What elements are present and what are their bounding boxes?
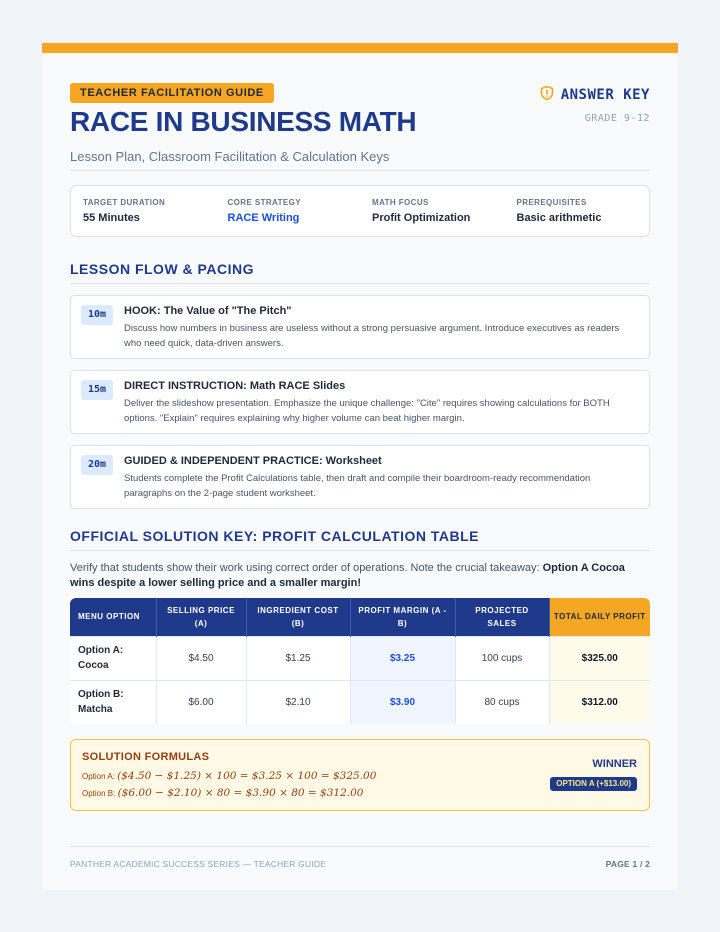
answer-key-text: ANSWER KEY bbox=[560, 87, 650, 103]
flow-item bbox=[70, 295, 650, 359]
winner-label: WINNER bbox=[592, 758, 637, 770]
page-title: RACE IN BUSINESS MATH bbox=[70, 106, 417, 137]
solution-intro bbox=[70, 561, 650, 591]
meta-value: Basic arithmetic bbox=[516, 212, 602, 224]
column-header: MENU OPTION bbox=[70, 598, 156, 636]
lesson-meta-bar bbox=[70, 185, 650, 237]
divider bbox=[70, 170, 650, 171]
meta-value: RACE Writing bbox=[227, 212, 300, 224]
time-badge: 15m bbox=[81, 380, 113, 400]
meta-label: CORE STRATEGY bbox=[227, 198, 302, 207]
flow-item bbox=[70, 445, 650, 509]
formula-line-a bbox=[82, 770, 376, 782]
meta-strategy bbox=[216, 186, 361, 236]
margin-cell: $3.90 bbox=[350, 680, 455, 724]
intro-text: Verify that students show their work using correct order of operations. Note the crucial takeaway: bbox=[70, 562, 543, 574]
meta-label: MATH FOCUS bbox=[372, 198, 429, 207]
formula-label: Option B: bbox=[82, 789, 116, 798]
flow-item-desc: Students complete the Profit Calculations table, then draft and compile their boardroom-ready recommendation paragraphs on the 2-page student worksheet. bbox=[124, 473, 591, 499]
grade-label: GRADE 9-12 bbox=[584, 113, 650, 124]
page-subtitle: Lesson Plan, Classroom Facilitation & Calculation Keys bbox=[70, 149, 390, 164]
option-cell: Option A: Cocoa bbox=[70, 636, 156, 680]
meta-duration bbox=[71, 186, 216, 236]
section-heading-solution: OFFICIAL SOLUTION KEY: PROFIT CALCULATION TABLE bbox=[70, 528, 479, 544]
divider bbox=[70, 846, 650, 847]
time-badge: 20m bbox=[81, 455, 113, 475]
meta-label: TARGET DURATION bbox=[83, 198, 166, 207]
table-header-row bbox=[70, 598, 650, 636]
footer-page-number: PAGE 1 / 2 bbox=[605, 859, 650, 869]
guide-badge: TEACHER FACILITATION GUIDE bbox=[70, 83, 274, 103]
formula-label: Option A: bbox=[82, 772, 115, 781]
meta-value: 55 Minutes bbox=[83, 212, 140, 224]
divider bbox=[70, 550, 650, 551]
total-cell: $325.00 bbox=[549, 636, 650, 680]
formulas-title: SOLUTION FORMULAS bbox=[82, 751, 210, 763]
page bbox=[42, 43, 678, 890]
column-header: INGREDIENT COST (B) bbox=[246, 598, 350, 636]
formula-line-b bbox=[82, 787, 363, 799]
shield-icon bbox=[539, 85, 555, 105]
meta-focus bbox=[360, 186, 505, 236]
profit-table bbox=[70, 598, 650, 724]
price-cell: $4.50 bbox=[156, 636, 246, 680]
flow-item-title: DIRECT INSTRUCTION: Math RACE Slides bbox=[124, 380, 346, 392]
flow-item-title: GUIDED & INDEPENDENT PRACTICE: Worksheet bbox=[124, 455, 382, 467]
flow-item-desc: Discuss how numbers in business are useless without a strong persuasive argument. Introduce executives as readers who need quick, data-driven answers. bbox=[124, 323, 620, 349]
flow-item bbox=[70, 370, 650, 434]
divider bbox=[70, 283, 650, 284]
cost-cell: $1.25 bbox=[246, 636, 350, 680]
solution-formulas-box bbox=[70, 739, 650, 811]
column-header: SELLING PRICE (A) bbox=[156, 598, 246, 636]
formula-equation: ($4.50 − $1.25) × 100 = $3.25 × 100 = $325.00 bbox=[117, 770, 377, 782]
sales-cell: 80 cups bbox=[455, 680, 549, 724]
intro-takeaway: Option A Cocoa wins despite a lower selling price and a smaller margin! bbox=[70, 562, 625, 589]
total-cell: $312.00 bbox=[549, 680, 650, 724]
column-header: PROFIT MARGIN (A - B) bbox=[350, 598, 455, 636]
table-row bbox=[70, 680, 650, 724]
column-header: TOTAL DAILY PROFIT bbox=[549, 598, 650, 636]
formula-equation: ($6.00 − $2.10) × 80 = $3.90 × 80 = $312.00 bbox=[117, 787, 364, 799]
section-heading-flow: LESSON FLOW & PACING bbox=[70, 261, 254, 277]
meta-value: Profit Optimization bbox=[372, 212, 471, 224]
sales-cell: 100 cups bbox=[455, 636, 549, 680]
cost-cell: $2.10 bbox=[246, 680, 350, 724]
meta-label: PREREQUISITES bbox=[516, 198, 587, 207]
footer-series: PANTHER ACADEMIC SUCCESS SERIES — TEACHER GUIDE bbox=[70, 859, 327, 869]
margin-cell: $3.25 bbox=[350, 636, 455, 680]
option-cell: Option B: Matcha bbox=[70, 680, 156, 724]
flow-item-desc: Deliver the slideshow presentation. Emphasize the unique challenge: "Cite" requires showing calculations for BOTH options. "Explain" requires explaining why higher volume can beat higher margin. bbox=[124, 398, 610, 424]
price-cell: $6.00 bbox=[156, 680, 246, 724]
table-row bbox=[70, 636, 650, 680]
meta-prereq bbox=[505, 186, 650, 236]
column-header: PROJECTED SALES bbox=[455, 598, 549, 636]
answer-key-label bbox=[539, 85, 650, 105]
time-badge: 10m bbox=[81, 305, 113, 325]
flow-item-title: HOOK: The Value of "The Pitch" bbox=[124, 305, 292, 317]
winner-badge: OPTION A (+$13.00) bbox=[550, 777, 637, 791]
